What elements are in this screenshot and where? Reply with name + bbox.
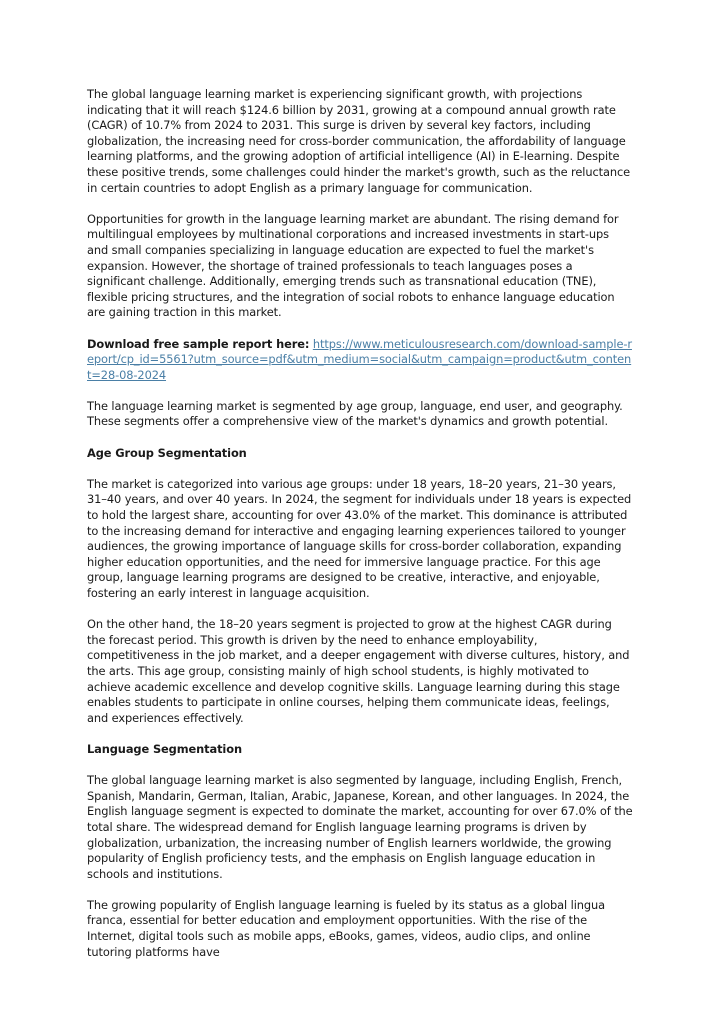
intro-paragraph: The global language learning market is experiencing significant growth, with projections indicating that it will reach $124.6 billion by 2031, growing at a compound annual growth rate (CAGR) of 10.7% from 2024 to 2031. This surge is driven by several key factors, including globalization, the increasing need for cross-border communication, the affordability of language learning platforms, and the growing adoption of artificial intelligence (AI) in E-learning. Despite these positive trends, some challenges could hinder the market's growth, such as the reluctance in certain countries to adopt English as a primary language for communication. (87, 87, 631, 195)
download-label: Download free sample report here: (87, 336, 310, 351)
language-heading: Language Segmentation (87, 741, 242, 756)
language-paragraph-2: The growing popularity of English language learning is fueled by its status as a global lingua franca, essential for better education and employment opportunities. With the rise of the Internet, digital tools such as mobile apps, eBooks, games, videos, audio clips, and online tutoring platforms have (87, 897, 606, 959)
language-paragraph-1: The global language learning market is also segmented by language, including English, French, Spanish, Mandarin, German, Italian, Arabic, Japanese, Korean, and other languages. In 2024, the English language segment is expected to dominate the market, accounting for over 67.0% of the total share. The widespread demand for English language learning programs is driven by globalization, urbanization, the increasing number of English learners worldwide, the growing popularity of English proficiency tests, and the emphasis on English language education in schools and institutions. (87, 773, 633, 881)
download-sample-link[interactable]: https://www.meticulousresearch.com/download-sample-report/cp_id=5561?utm_source=pdf&utm_medium=social&utm_campaign=product&utm_content=28-08-2024 (87, 336, 632, 382)
document-page (87, 87, 633, 960)
download-paragraph (87, 337, 633, 384)
age-group-paragraph-1: The market is categorized into various age groups: under 18 years, 18–20 years, 21–30 years, 31–40 years, and over 40 years. In 2024, the segment for individuals under 18 years is expected to hold the largest share, accounting for over 43.0% of the market. This dominance is attributed to the increasing demand for interactive and engaging learning experiences tailored to younger audiences, the growing importance of language skills for cross-border collaboration, expanding higher education opportunities, and the need for immersive language practice. For this age group, language learning programs are designed to be creative, interactive, and enjoyable, fostering an early interest in language acquisition. (87, 476, 632, 600)
age-group-paragraph-2: On the other hand, the 18–20 years segment is projected to grow at the highest CAGR during the forecast period. This growth is driven by the need to enhance employability, competitiveness in the job market, and a deeper engagement with diverse cultures, history, and the arts. This age group, consisting mainly of high school students, is highly motivated to achieve academic excellence and develop cognitive skills. Language learning during this stage enables students to participate in online courses, helping them communicate ideas, feelings, and experiences effectively. (87, 617, 630, 725)
opportunities-paragraph: Opportunities for growth in the language learning market are abundant. The rising demand for multilingual employees by multinational corporations and increased investments in start-ups and small companies specializing in language education are expected to fuel the market's expansion. However, the shortage of trained professionals to teach languages poses a significant challenge. Additionally, emerging trends such as transnational education (TNE), flexible pricing structures, and the integration of social robots to enhance language education are gaining traction in this market. (87, 211, 619, 320)
age-group-heading: Age Group Segmentation (87, 445, 247, 460)
segmentation-overview-paragraph: The language learning market is segmented by age group, language, end user, and geography. These segments offer a comprehensive view of the market's dynamics and growth potential. (87, 398, 623, 429)
